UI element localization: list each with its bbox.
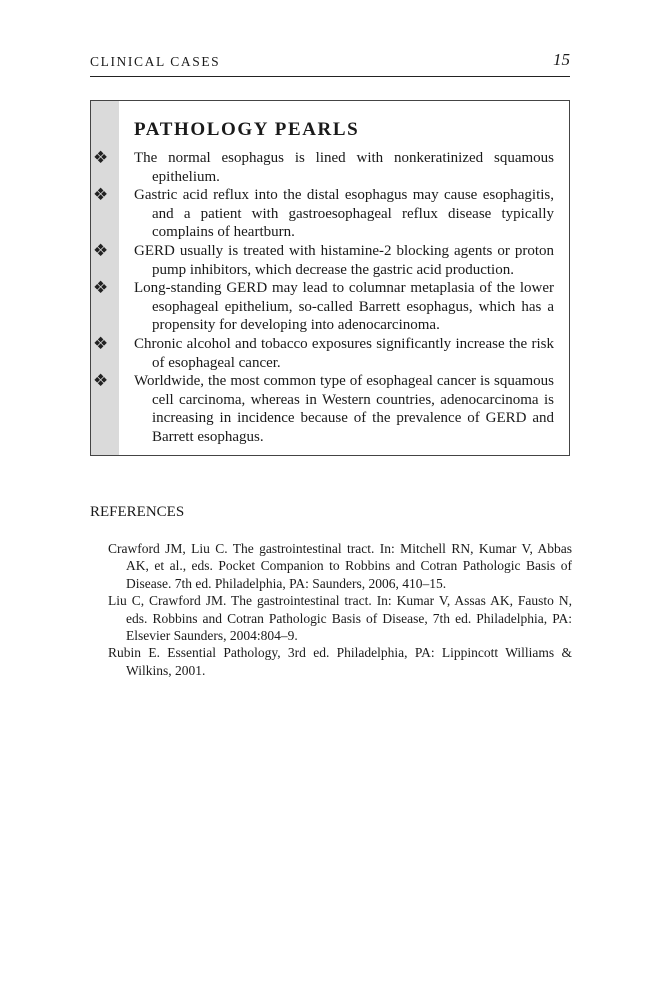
pathology-pearls-box [90,100,570,456]
reference-item: Rubin E. Essential Pathology, 3rd ed. Philadelphia, PA: Lippincott Williams & Wilkins, 2001. [108,645,572,678]
pearl-item [93,333,554,372]
pearls-list [93,148,554,447]
four-diamond-ornament-icon: ❖ [93,371,109,392]
reference-item: Crawford JM, Liu C. The gastrointestinal tract. In: Mitchell RN, Kumar V, Abbas AK, et al., eds. Pocket Companion to Robbins and Cotran Pathologic Basis of Disease. 7th ed. Philadelphia, PA: Saunders, 2006, 410–15. [108,541,572,591]
four-diamond-ornament-icon: ❖ [93,148,109,168]
references-list [108,540,572,679]
pearl-item [93,148,554,186]
pearl-text: Long-standing GERD may lead to columnar metaplasia of the lower esophageal epithelium, so-called Barrett esophagus, which has a propensity for developing into adenocarcinoma. [134,280,554,334]
pearl-item [93,185,554,242]
pearl-item [93,240,554,279]
pearl-text: GERD usually is treated with histamine-2 blocking agents or proton pump inhibitors, which decrease the gastric acid production. [134,242,554,278]
running-head: CLINICAL CASES [90,54,221,69]
pearl-text: Worldwide, the most common type of esophageal cancer is squamous cell carcinoma, whereas in Western countries, adenocarcinoma is increasing in incidence because of the prevalence of GERD and Barrett esophagus. [134,373,554,445]
pearl-item [93,371,554,446]
page-number: 15 [553,50,570,69]
four-diamond-ornament-icon: ❖ [93,240,109,261]
reference-item: Liu C, Crawford JM. The gastrointestinal tract. In: Kumar V, Assas AK, Fausto N, eds. Robbins and Cotran Pathologic Basis of Disease, 7th ed. Philadelphia, PA: Elsevier Saunders, 2004:804–9. [108,593,572,644]
references-heading: REFERENCES [90,504,185,520]
page-header [90,52,570,77]
four-diamond-ornament-icon: ❖ [93,185,109,206]
pearl-text: The normal esophagus is lined with nonkeratinized squamous epithelium. [134,150,554,185]
four-diamond-ornament-icon: ❖ [93,333,109,354]
pearl-text: Gastric acid reflux into the distal esophagus may cause esophagitis, and a patient with gastroesophageal reflux disease typically complains of heartburn. [134,187,554,241]
four-diamond-ornament-icon: ❖ [93,278,109,299]
pearl-item [93,278,554,335]
pearls-title: PATHOLOGY PEARLS [134,119,360,140]
pearl-text: Chronic alcohol and tobacco exposures significantly increase the risk of esophageal cancer. [134,335,554,371]
